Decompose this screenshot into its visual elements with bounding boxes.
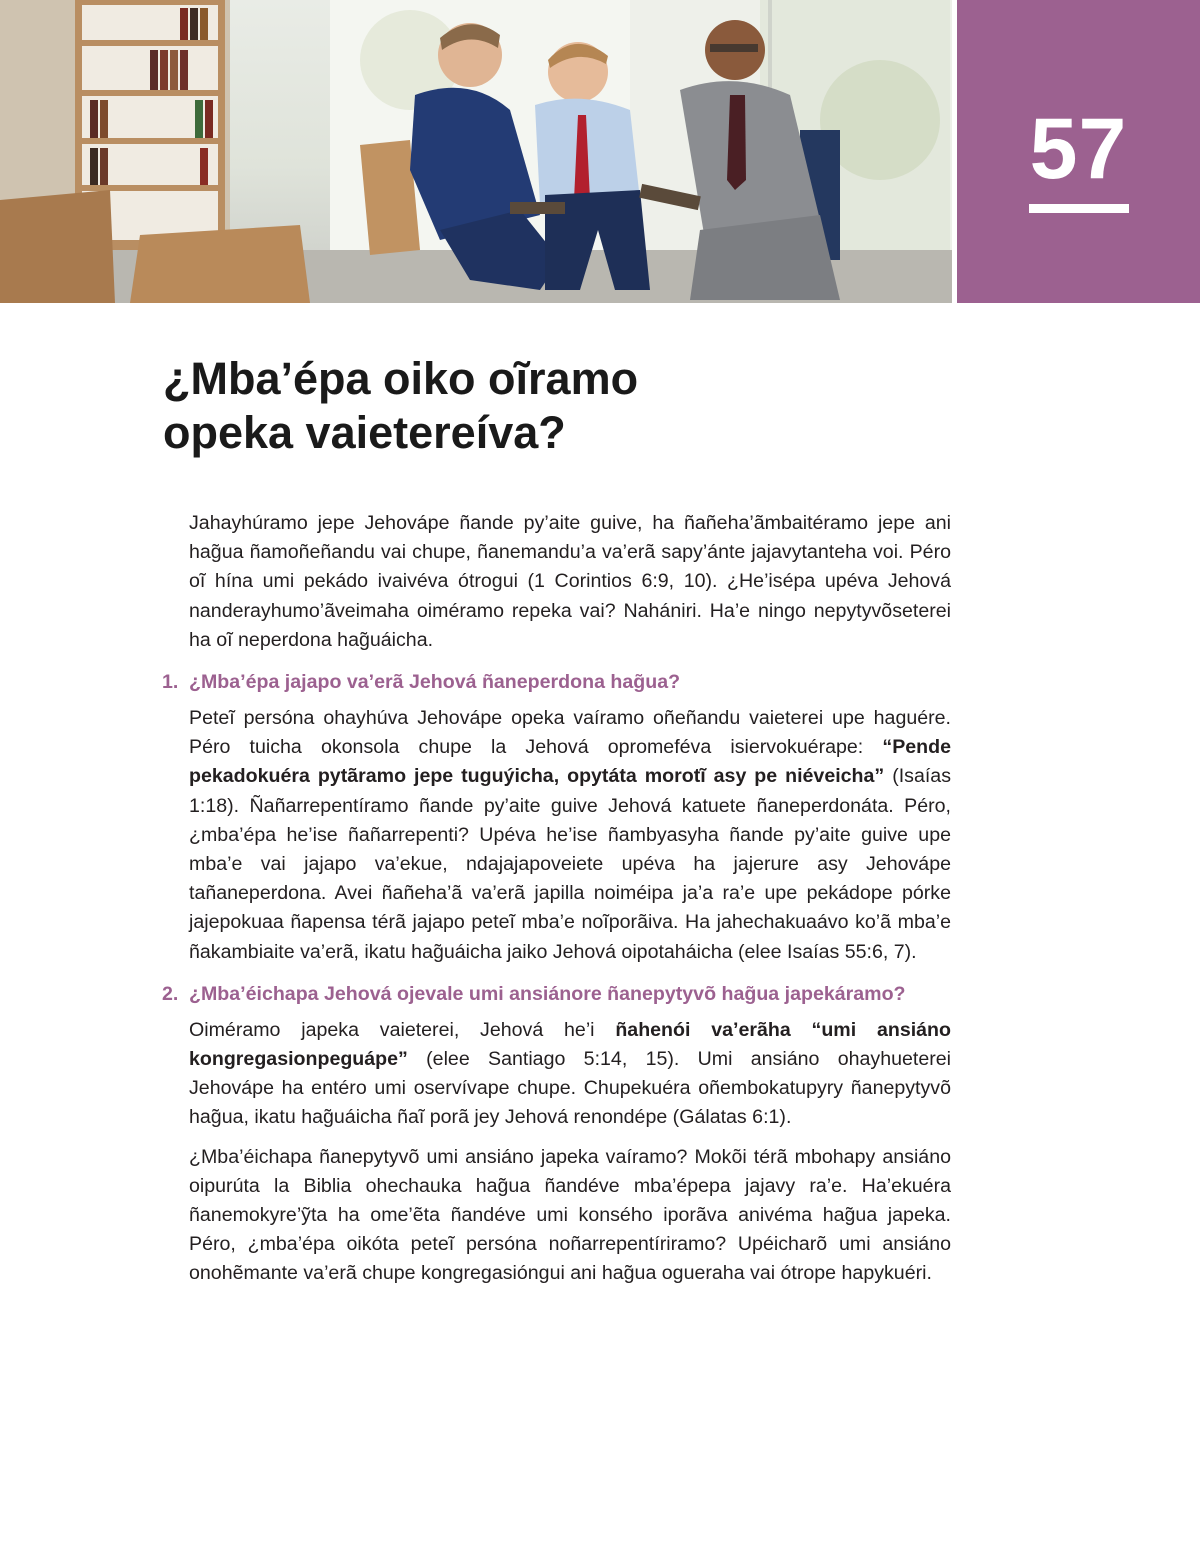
article-body (162, 509, 951, 1299)
section-1-heading (162, 669, 951, 696)
header-photo (0, 0, 952, 303)
page-title (163, 352, 923, 460)
section-2-paragraph-1 (189, 1016, 951, 1133)
section-1-number: 1. (162, 671, 179, 694)
section-2-bold-phrase: ñahenói va’erãha “umi ansiáno kongregasionpeguápe” (189, 1018, 951, 1071)
section-2-text-a: Oiméramo japeka vaieterei, Jehová he’i (189, 1018, 616, 1041)
title-line-1: ¿Mba’épa oiko oĩramo (163, 353, 639, 404)
chapter-tab (957, 0, 1200, 303)
title-line-2: opeka vaietereíva? (163, 407, 566, 458)
section-1-paragraph (189, 704, 951, 967)
chapter-underline (1029, 204, 1129, 213)
three-men-praying-illustration (0, 0, 952, 303)
section-2-paragraph-2: ¿Mba’éichapa ñanepytyvõ umi ansiáno japeka vaíramo? Mokõi térã mbohapy ansiáno oipurúta la Biblia ohechauka hag̃ua ñandéve mba’épepa jajavy ra’e. Ha’ekuéra ñanemokyre’ỹta ha ome’ẽta ñandéve umi konsého iporãva anivéma hag̃ua japeka. Péro, ¿mba’épa oikóta peteĩ persóna noñarrepentíriramo? Upéicharõ umi ansiáno onohẽmante va’erã chupe kongregasióngui ani hag̃ua ogueraha vai ótrope hapykuéri. (189, 1145, 951, 1285)
section-1-bible-quote: “Pende pekadokuéra pytãramo jepe tuguýicha, opytáta morotĩ asy pe niéveicha” (189, 736, 951, 788)
section-2-number: 2. (162, 982, 179, 1005)
section-1-text-b: (Isaías 1:18). Ñañarrepentíramo ñande py’aite guive Jehová katuete ñaneperdonáta. Péro, ¿mba’épa he’ise ñañarrepenti? Upéva he’ise ñambyasyha ñande py’aite guive upe mba’e vai jajapo va’ekue, ndajajapoveiete upéva ha jajerure asy Jehovápe tañaneperdona. Avei ñañeha’ã va’erã japilla noiméipa ja’a ra’e upe pekádope pórke jajepokuaa ñapensa térã jajapo peteĩ mba’e noĩporãiva. Ha jahechakuaávo ko’ã mba’e ñakambiaite va’erã, ikatu hag̃uáicha jaiko Jehová oipotaháicha (elee Isaías 55:6, 7). (189, 765, 951, 963)
section-2-heading (162, 981, 951, 1008)
section-1-question: ¿Mba’épa jajapo va’erã Jehová ñaneperdona hag̃ua? (189, 671, 681, 694)
section-2-question: ¿Mba’éichapa Jehová ojevale umi ansiánore ñanepytyvõ hag̃ua japekáramo? (189, 982, 906, 1005)
intro-paragraph: Jahayhúramo jepe Jehovápe ñande py’aite guive, ha ñañeha’ãmbaitéramo jepe ani hag̃ua ñamoñeñandu vai chupe, ñanemandu’a va’erã sapy’ánte jajavytanteha voi. Péro oĩ hína umi pekádo ivaivéva ótrogui (1 Corintios 6:9, 10). ¿He’isépa upéva Jehová nanderayhumo’ãveimaha oiméramo repeka vai? Nahániri. Ha’e ningo nepytyvõseterei ha oĩ neperdona hag̃uáicha. (189, 512, 951, 651)
section-1-text-a: Peteĩ persóna ohayhúva Jehovápe opeka vaíramo oñeñandu vaieterei upe haguére. Péro tuicha okonsola chupe la Jehová opromeféva isiervokuérape: (189, 707, 951, 759)
chapter-number: 57 (1029, 101, 1128, 197)
section-2-text-b: (elee Santiago 5:14, 15). Umi ansiáno ohayhueterei Jehovápe ha entéro umi oservívape chupe. Chupekuéra oñembokatupyry ñanepytyvõ hag̃ua, ikatu hag̃uáicha ñaĩ porã jey Jehová renondépe (Gálatas 6:1). (189, 1048, 951, 1129)
